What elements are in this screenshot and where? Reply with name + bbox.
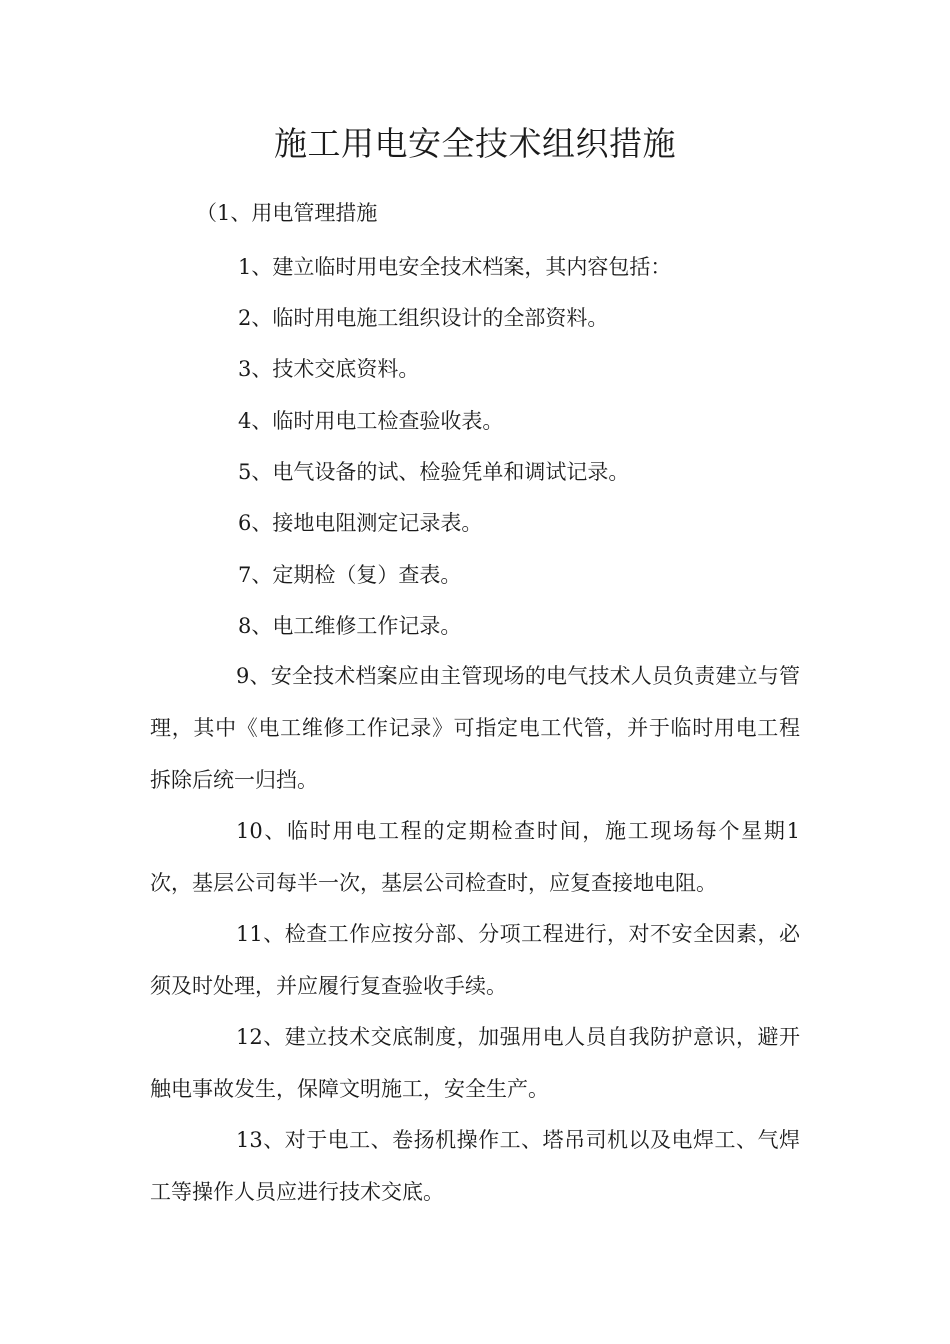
list-item: 7、定期检（复）查表。	[238, 563, 462, 587]
document-title: 施工用电安全技术组织措施	[274, 124, 676, 163]
list-item: 8、电工维修工作记录。	[238, 614, 462, 638]
section-heading: （1、用电管理措施	[196, 201, 378, 225]
list-item: 5、电气设备的试、检验凭单和调试记录。	[238, 460, 630, 484]
body-paragraph: 11、检查工作应按分部、分项工程进行，对不安全因素，必须及时处理，并应履行复查验收手续。	[150, 922, 800, 998]
list-item: 2、临时用电施工组织设计的全部资料。	[238, 306, 609, 330]
body-paragraph: 9、安全技术档案应由主管现场的电气技术人员负责建立与管理，其中《电工维修工作记录》可指定电工代管，并于临时用电工程拆除后统一归挡。	[150, 664, 800, 792]
list-item: 4、临时用电工检查验收表。	[238, 409, 504, 433]
list-item: 1、建立临时用电安全技术档案，其内容包括：	[238, 255, 672, 279]
body-paragraph: 13、对于电工、卷扬机操作工、塔吊司机以及电焊工、气焊工等操作人员应进行技术交底。	[150, 1128, 800, 1204]
body-paragraph: 10、临时用电工程的定期检查时间，施工现场每个星期1次，基层公司每半一次，基层公司检查时，应复查接地电阻。	[150, 819, 800, 895]
list-item: 3、技术交底资料。	[238, 357, 420, 381]
body-paragraph: 12、建立技术交底制度，加强用电人员自我防护意识，避开触电事故发生，保障文明施工，安全生产。	[150, 1025, 800, 1101]
list-item: 6、接地电阻测定记录表。	[238, 511, 483, 535]
